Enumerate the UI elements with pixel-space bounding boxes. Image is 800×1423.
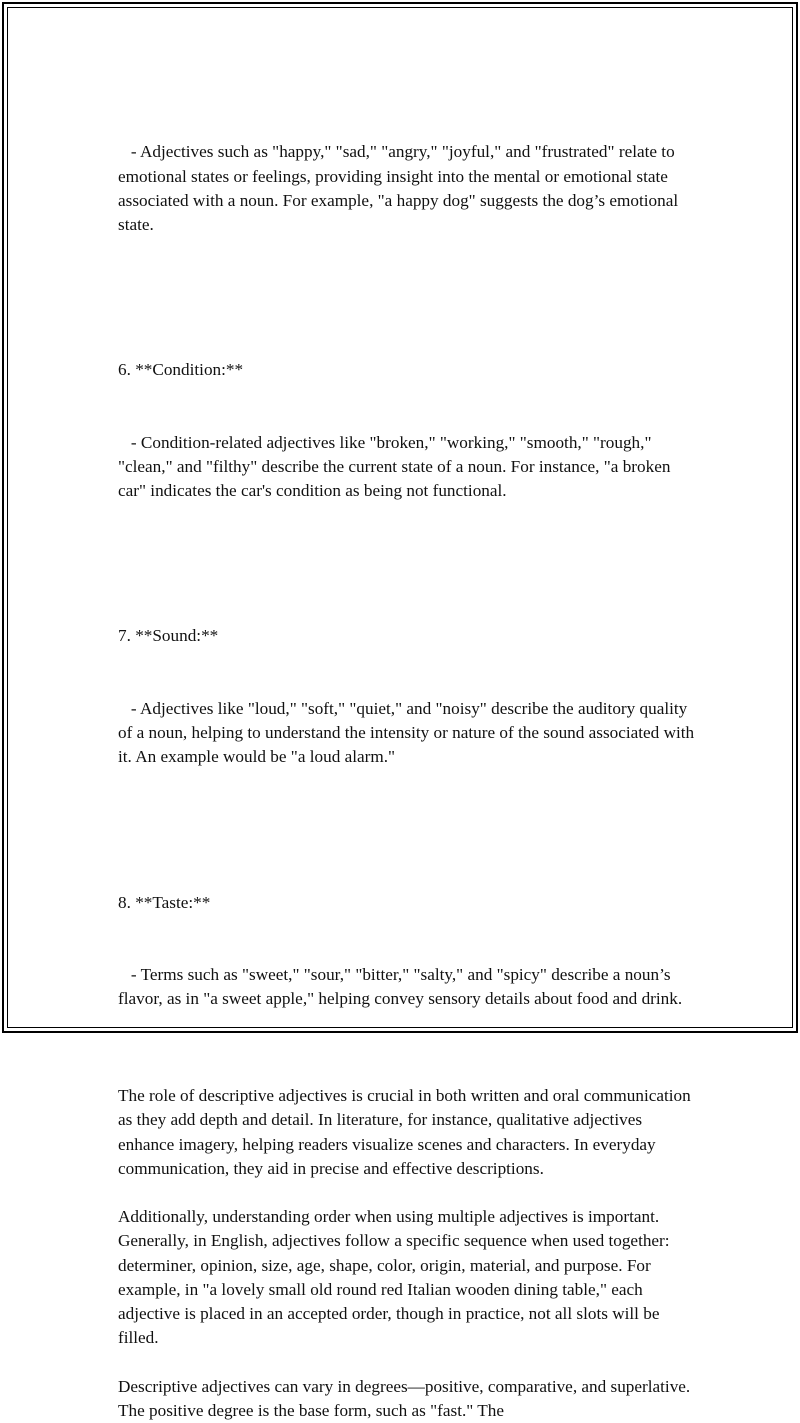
- condition-item: [118, 310, 698, 552]
- order-paragraph: Additionally, understanding order when using multiple adjectives is important. Generally, in English, adjectives follow a specific sequence when used together: determiner, opinion, size, age, shape, color, origin, material, and purpose. For example, in "a lovely small old round red Italian wooden dining table," each adjective is placed in an accepted order, though in practice, not all slots will be filled.: [118, 1207, 674, 1348]
- taste-item: [118, 842, 698, 1060]
- sound-item: [118, 576, 698, 818]
- document-body: [118, 92, 698, 1423]
- sound-heading: 7. **Sound:**: [118, 626, 219, 646]
- sound-description: - Adjectives like "loud," "soft," "quiet," and "noisy" describe the auditory quality of a noun, helping to understand the intensity or nature of the sound associated with it. An example would be "a loud alarm.": [118, 699, 699, 767]
- condition-description: - Condition-related adjectives like "broken," "working," "smooth," "rough," "clean," and "filthy" describe the current state of a noun. For instance, "a broken car" indicates the car's condition as being not functional.: [118, 432, 675, 501]
- taste-description: - Terms such as "sweet," "sour," "bitter," "salty," and "spicy" describe a noun’s flavor, as in "a sweet apple," helping convey sensory details about food and drink.: [118, 965, 683, 1009]
- role-paragraph: The role of descriptive adjectives is crucial in both written and oral communication as they add depth and detail. In literature, for instance, qualitative adjectives enhance imagery, helping readers visualize scenes and characters. In everyday communication, they aid in precise and effective descriptions.: [118, 1086, 696, 1178]
- emotion-description: - Adjectives such as "happy," "sad," "angry," "joyful," and "frustrated" relate to emotional states or feelings, providing insight into the mental or emotional state associated with a noun. For example, "a happy dog" suggests the dog’s emotional state.: [118, 142, 683, 235]
- emotion-paragraph: [118, 92, 698, 286]
- degrees-paragraph: Descriptive adjectives can vary in degrees—positive, comparative, and superlative. The positive degree is the base form, such as "fast." The: [118, 1376, 695, 1420]
- taste-heading: 8. **Taste:**: [118, 892, 211, 912]
- condition-heading: 6. **Condition:**: [118, 360, 244, 380]
